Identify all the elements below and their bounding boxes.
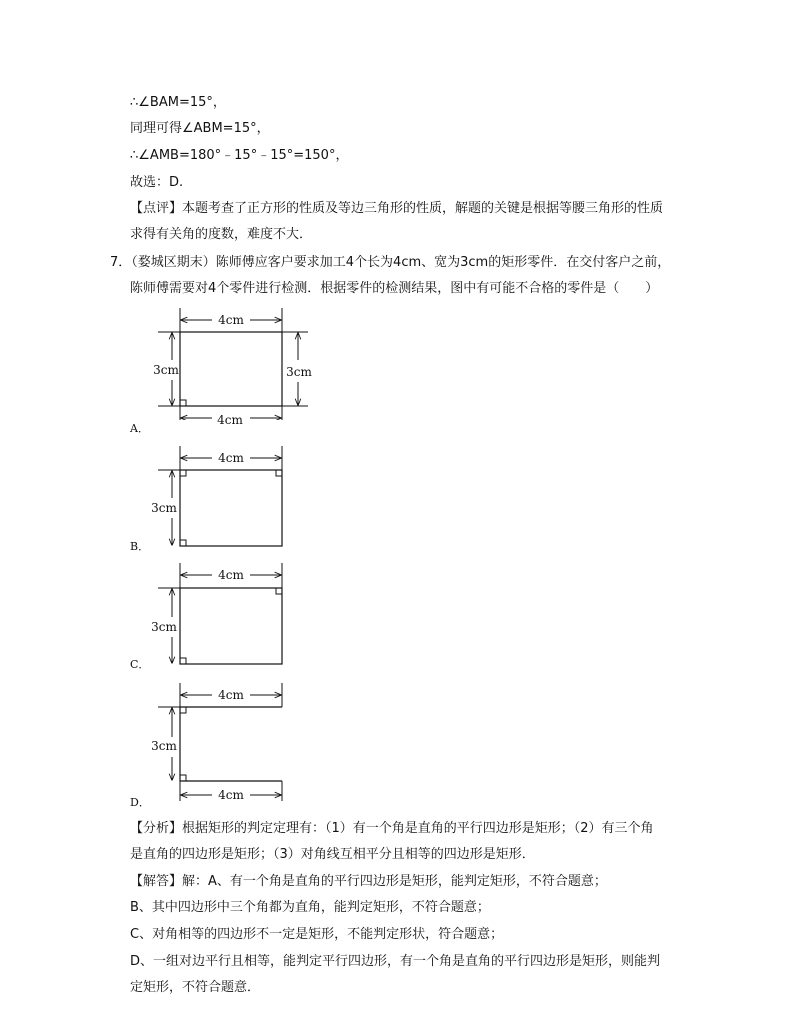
figure-option-b: [150, 440, 330, 556]
analysis-line: 是直角的四边形是矩形；（3）对角线互相平分且相等的四边形是矩形．: [130, 847, 535, 862]
width-label: 3cm: [151, 501, 177, 515]
solution-line: 【解答】解：A、有一个角是直角的平行四边形是矩形，能判定矩形，不符合题意；: [130, 874, 607, 889]
length-label: 4cm: [218, 313, 244, 327]
figure-option-c: [150, 557, 330, 673]
figure-option-a-bottom-label: [215, 412, 245, 432]
width-label: 3cm: [151, 620, 177, 634]
length-label: 4cm: [218, 568, 244, 582]
length-label: 4cm: [218, 451, 244, 465]
length-label: 4cm: [217, 413, 243, 427]
length-label: 4cm: [218, 788, 244, 802]
length-label: 4cm: [218, 688, 244, 702]
width-label: 3cm: [153, 363, 179, 377]
solution-line: 定矩形，不符合题意．: [130, 980, 261, 995]
option-label-d: D．: [130, 796, 150, 809]
text-line: 故选：D.: [130, 175, 184, 190]
figure-option-a: [150, 300, 330, 424]
solution-line: C、对角相等的四边形不一定是矩形，不能判定形状，符合题意；: [130, 927, 504, 942]
comment-line: 求得有关角的度数，难度不大．: [130, 227, 313, 242]
text-line: 同理可得∠ABM=15°，: [130, 121, 270, 136]
analysis-line: 【分析】根据矩形的判定定理有：（1）有一个角是直角的平行四边形是矩形；（2）有三个角: [130, 821, 654, 836]
text-line: ∴∠BAM=15°，: [130, 95, 226, 110]
width-label: 3cm: [286, 365, 312, 379]
option-label-b: B．: [130, 540, 150, 553]
solution-line: B、其中四边形中三个角都为直角，能判定矩形，不符合题意；: [130, 900, 490, 915]
question-line: 陈师傅需要对4个零件进行检测．根据零件的检测结果，图中有可能不合格的零件是（ ）: [130, 281, 659, 296]
option-label-c: C．: [130, 658, 150, 671]
comment-line: 【点评】本题考查了正方形的性质及等边三角形的性质，解题的关键是根据等腰三角形的性质: [130, 201, 664, 216]
solution-line: D、一组对边平行且相等，能判定平行四边形，有一个角是直角的平行四边形是矩形，则能判: [130, 954, 661, 969]
question-line: 7．（婺城区期末）陈师傅应客户要求加工4个长为4cm、宽为3cm的矩形零件．在交付客户之前，: [110, 255, 671, 270]
option-label-a: A．: [130, 422, 149, 435]
width-label: 3cm: [151, 739, 177, 753]
text-line: ∴∠AMB=180°﹣15°﹣15°=150°，: [130, 148, 349, 163]
figure-option-d: [150, 675, 330, 809]
